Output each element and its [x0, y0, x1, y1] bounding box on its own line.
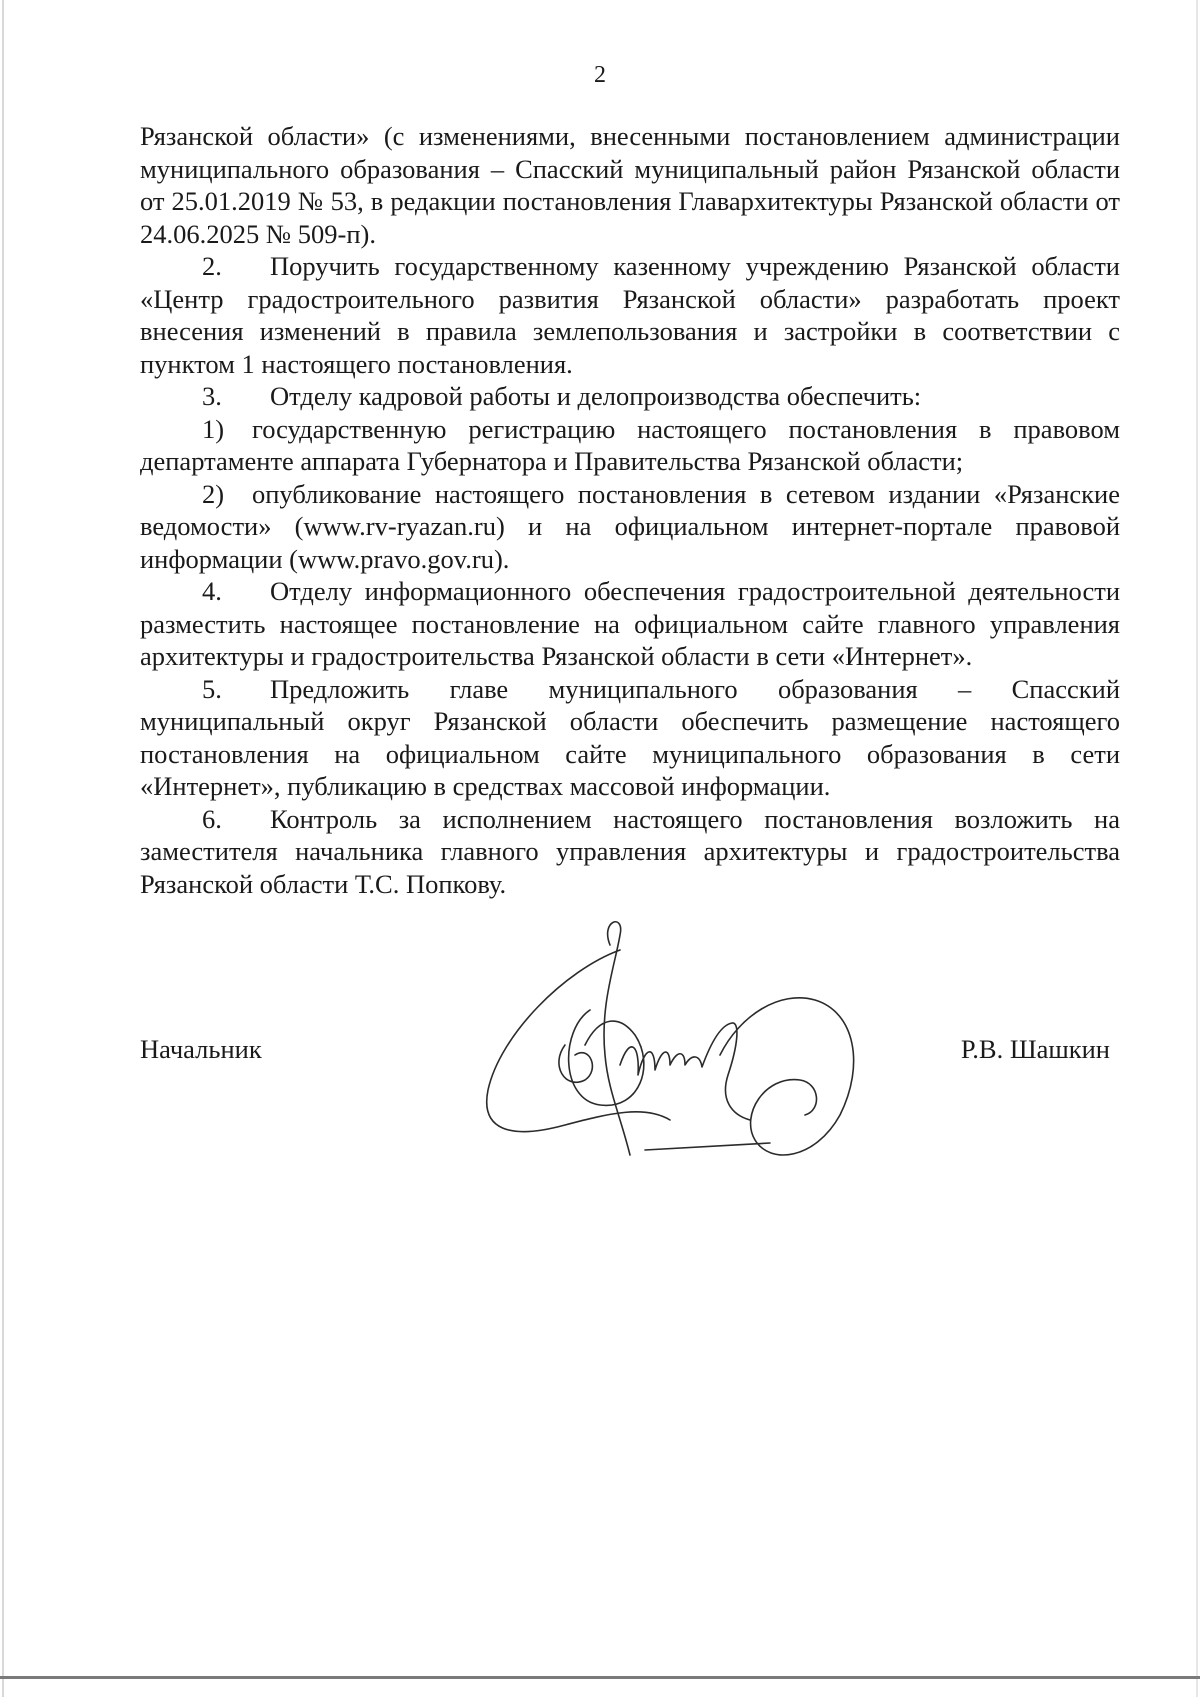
- paragraph-item-5: [140, 673, 1120, 803]
- subitem-number: 1): [202, 413, 225, 444]
- paragraph-continuation: Рязанской области» (с изменениями, внесенными постановлением администрации муниципального образования – Спасский муниципальный район Рязанской области от 25.01.2019 № 53, в редакции постановления Главархитектуры Рязанской области от 24.06.2025 № 509-п).: [140, 121, 1120, 249]
- document-body: [140, 120, 1120, 900]
- item-text: Отделу информационного обеспечения градостроительной деятельности разместить настоящее постановление на официальном сайте главного управления архитектуры и градостроительства Рязанской области в сети «Интернет».: [140, 576, 1120, 671]
- signatory-name: Р.В. Шашкин: [960, 1034, 1110, 1064]
- scan-edge-right: [1196, 0, 1198, 1697]
- signatory-position: Начальник: [140, 1034, 262, 1064]
- page-number: 2: [594, 62, 606, 88]
- scan-edge-left: [2, 0, 4, 1697]
- item-number: 5.: [202, 673, 222, 704]
- paragraph-item-2: [140, 250, 1120, 380]
- item-number: 3.: [202, 381, 222, 411]
- paragraph-item-6: [140, 803, 1120, 901]
- item-text: Контроль за исполнением настоящего постановления возложить на заместителя начальника главного управления архитектуры и градостроительства Рязанской области Т.С. Попкову.: [140, 803, 1120, 899]
- paragraph-item-4: [140, 575, 1120, 673]
- item-text: Отделу кадровой работы и делопроизводства обеспечить:: [270, 381, 922, 411]
- item-number: 4.: [202, 576, 222, 606]
- item-text: Предложить главе муниципального образования – Спасский муниципальный округ Рязанской области обеспечить размещение настоящего постановления на официальном сайте муниципального образования в сети «Интернет», публикацию в средствах массовой информации.: [140, 673, 1120, 801]
- subitem-text: государственную регистрацию настоящего постановления в правовом департаменте аппарата Губернатора и Правительства Рязанской области;: [140, 413, 1120, 476]
- item-text: Поручить государственному казенному учреждению Рязанской области «Центр градостроительного развития Рязанской области» разработать проект внесения изменений в правила землепользования и застройки в соответствии с пунктом 1 настоящего постановления.: [140, 251, 1120, 379]
- paragraph-item-3: [140, 380, 1120, 413]
- paragraph-subitem-3-2: [140, 478, 1120, 576]
- subitem-text: опубликование настоящего постановления в сетевом издании «Рязанские ведомости» (www.rv-ryazan.ru) и на официальном интернет-портале правовой информации (www.pravo.gov.ru).: [140, 478, 1120, 574]
- paragraph-subitem-3-1: [140, 413, 1120, 478]
- item-number: 6.: [202, 803, 222, 834]
- signature-block: [140, 1033, 1120, 1073]
- item-number: 2.: [202, 251, 222, 281]
- scan-edge-bottom: [0, 1676, 1200, 1679]
- subitem-number: 2): [202, 478, 225, 509]
